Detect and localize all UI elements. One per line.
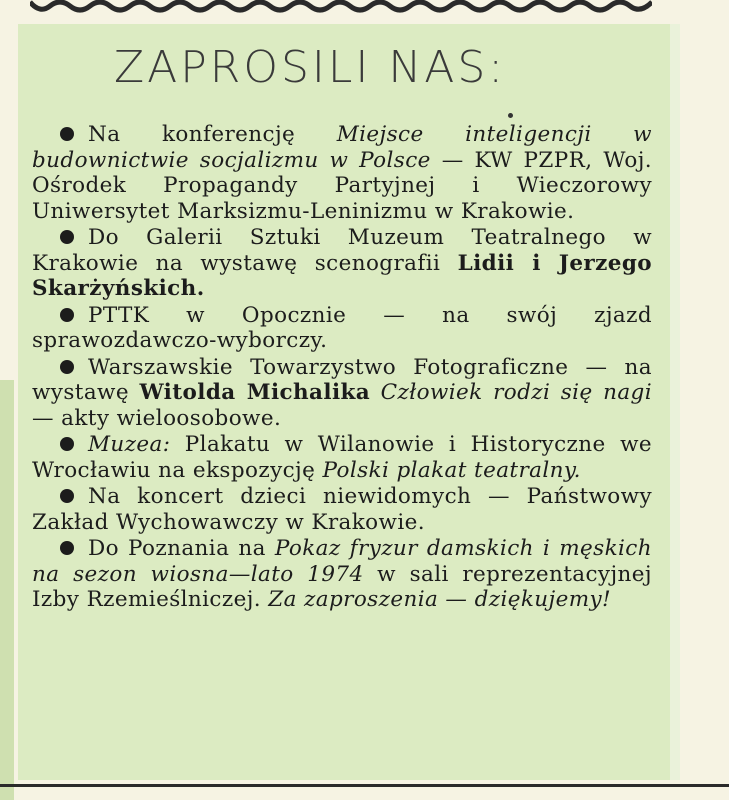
item-text: Muzea: bbox=[88, 432, 171, 457]
item-text: PTTK w Opocznie — na swój zjazd sprawozdawczo-wyborczy. bbox=[32, 302, 652, 353]
item-text: Pokaz fryzur damskich i męskich na sezon wiosna—lato 1974 bbox=[32, 536, 652, 587]
article-item bbox=[32, 225, 652, 302]
print-mark bbox=[508, 113, 513, 118]
item-text: — akty wieloosobowe. bbox=[32, 405, 282, 431]
decorative-wave-border bbox=[30, 0, 652, 14]
left-green-strip bbox=[0, 380, 14, 800]
item-text: Do Galerii Sztuki Muzeum Teatralnego w Krakowie na wystawę scenografii bbox=[32, 225, 652, 276]
bullet-dot-icon bbox=[60, 360, 74, 374]
article-item bbox=[32, 432, 652, 483]
bullet-dot-icon bbox=[60, 437, 74, 451]
panel-edge bbox=[670, 24, 680, 780]
bullet-dot-icon bbox=[60, 489, 74, 503]
bullet-dot-icon bbox=[60, 127, 74, 141]
item-text: Do Poznania na bbox=[88, 536, 275, 561]
bottom-rule bbox=[0, 784, 729, 787]
bullet-dot-icon bbox=[60, 308, 74, 322]
item-text: Witolda Michalika bbox=[139, 380, 371, 405]
item-text bbox=[370, 380, 381, 405]
item-text: Na koncert dzieci niewidomych — Państwowy Zakład Wychowawczy w Krakowie. bbox=[32, 484, 652, 535]
item-text: — KW PZPR, Woj. Ośrodek Propagandy Partyjnej i Wieczorowy Uniwersytet Marksizmu-Leninizmu w Krakowie. bbox=[32, 147, 653, 224]
item-text: w sali reprezentacyjnej Izby Rzemieślniczej. bbox=[32, 561, 652, 612]
article-item bbox=[32, 536, 652, 613]
article-item bbox=[32, 355, 652, 432]
article-item bbox=[32, 303, 652, 354]
item-text: Za zaproszenia — dziękujemy! bbox=[268, 587, 612, 612]
article-item bbox=[32, 122, 652, 224]
article-title: ZAPROSILI NAS: bbox=[114, 42, 507, 93]
item-text: Plakatu w Wilanowie i Historyczne we Wrocławiu na ekspozycję bbox=[32, 432, 652, 483]
bullet-dot-icon bbox=[60, 541, 74, 555]
item-text: Na konferencję bbox=[88, 122, 337, 147]
article-body bbox=[32, 122, 652, 614]
item-text: Człowiek rodzi się nagi bbox=[380, 380, 652, 405]
bullet-dot-icon bbox=[60, 230, 74, 244]
article-item bbox=[32, 484, 652, 535]
item-text: Polski plakat teatralny. bbox=[322, 457, 581, 483]
item-text: Warszawskie Towarzystwo Fotograficzne — na wystawę bbox=[32, 354, 652, 405]
item-text: Miejsce inteligencji w budownictwie socjalizmu w Polsce bbox=[32, 122, 652, 173]
item-text: Lidii i Jerzego Skarżyńskich. bbox=[32, 250, 652, 301]
